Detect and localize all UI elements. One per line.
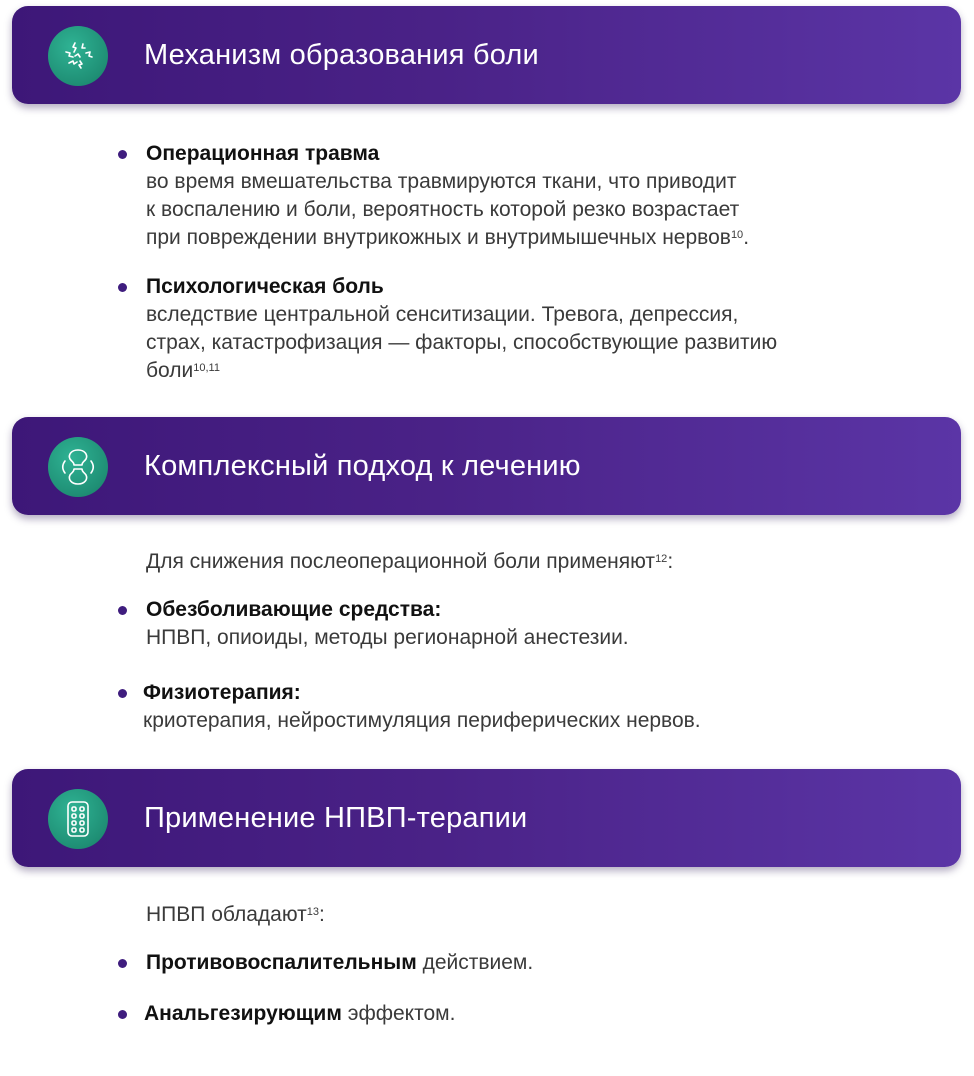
item-line-last bbox=[146, 224, 918, 252]
reference-mark: 13 bbox=[306, 906, 319, 918]
item-bold-text: Противовоспалительным bbox=[146, 951, 417, 974]
lead-text: Для снижения послеоперационной боли применяют bbox=[146, 550, 656, 573]
item-line-text: при повреждении внутрикожных и внутримышечных нервов bbox=[146, 226, 731, 249]
reference-mark: 10 bbox=[730, 229, 744, 241]
bullet-dot bbox=[118, 283, 127, 292]
lead-text: НПВП обладают bbox=[146, 903, 307, 926]
pill-blister-icon bbox=[48, 789, 108, 849]
bullet-dot bbox=[118, 606, 127, 615]
item-heading: Физиотерапия: bbox=[143, 681, 301, 704]
item-line: вследствие центральной сенситизации. Тревога, депрессия, bbox=[146, 303, 739, 326]
section-title: Применение НПВП-терапии bbox=[144, 801, 528, 834]
bullet-dot bbox=[118, 689, 127, 698]
reference-mark: 12 bbox=[655, 553, 668, 565]
item-heading: Операционная травма bbox=[146, 142, 380, 165]
list-item bbox=[118, 596, 918, 652]
section-header-complex-approach bbox=[12, 417, 961, 515]
list-item bbox=[118, 949, 918, 977]
item-heading: Обезболивающие средства: bbox=[146, 598, 442, 621]
item-bold-text: Анальгезирующим bbox=[144, 1002, 342, 1025]
section-title: Комплексный подход к лечению bbox=[144, 449, 581, 482]
list-item bbox=[118, 1000, 918, 1028]
list-item bbox=[118, 679, 918, 735]
item-line-last bbox=[146, 357, 918, 385]
item-rest-text: действием. bbox=[416, 951, 534, 974]
line-tail: . bbox=[743, 226, 750, 249]
section-lead bbox=[146, 548, 673, 576]
lead-tail: : bbox=[318, 903, 325, 926]
item-line-text: боли bbox=[146, 359, 194, 382]
item-line: НПВП, опиоиды, методы регионарной анестезии. bbox=[146, 626, 629, 649]
item-rest-text: эффектом. bbox=[341, 1002, 456, 1025]
list-item bbox=[118, 140, 918, 252]
lead-tail: : bbox=[667, 550, 674, 573]
bullet-dot bbox=[118, 1010, 127, 1019]
pain-spark-icon bbox=[48, 26, 108, 86]
bullet-dot bbox=[118, 150, 127, 159]
section-header-pain-mechanism bbox=[12, 6, 961, 104]
bullet-dot bbox=[118, 959, 127, 968]
section-lead bbox=[146, 901, 325, 929]
list-item bbox=[118, 273, 918, 385]
item-line: страх, катастрофизация — факторы, способствующие развитию bbox=[146, 331, 778, 354]
section-header-nsaid-therapy bbox=[12, 769, 961, 867]
item-line: к воспалению и боли, вероятность которой резко возрастает bbox=[146, 198, 740, 221]
item-line: во время вмешательства травмируются ткани, что приводит bbox=[146, 170, 737, 193]
joint-icon bbox=[48, 437, 108, 497]
reference-mark: 10,11 bbox=[193, 362, 220, 374]
item-line: криотерапия, нейростимуляция периферических нервов. bbox=[143, 709, 701, 732]
item-heading: Психологическая боль bbox=[146, 275, 384, 298]
section-title: Механизм образования боли bbox=[144, 38, 539, 71]
